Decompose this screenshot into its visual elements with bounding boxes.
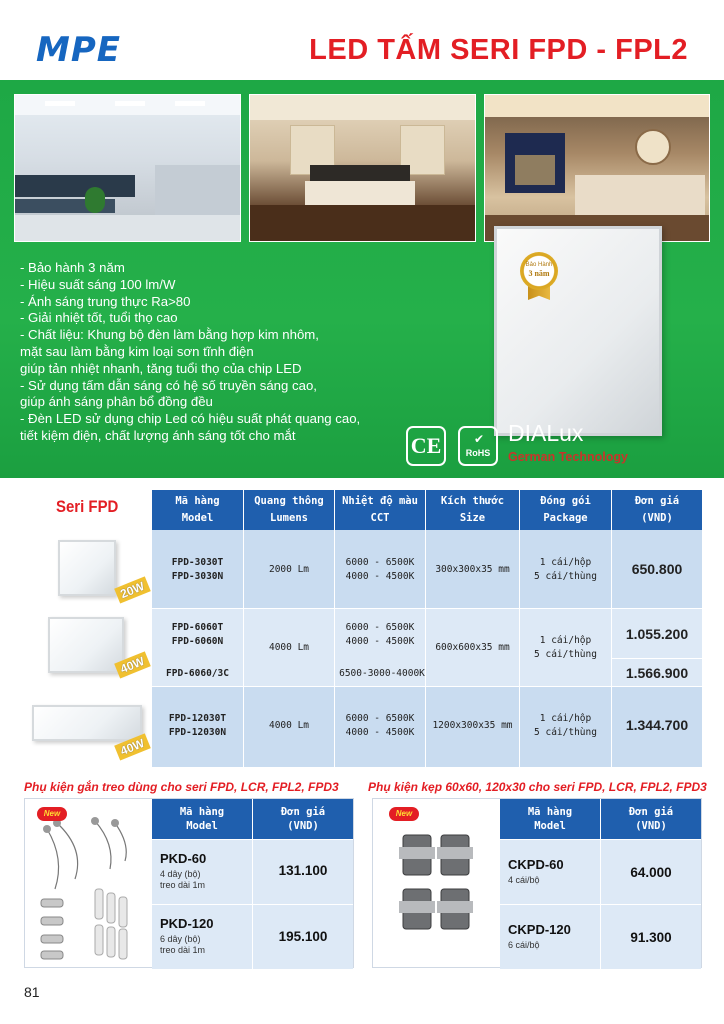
acc-model: PKD-60 <box>160 851 207 866</box>
lumens-cell: 4000 Lm <box>268 642 310 653</box>
acc-price: 131.100 <box>278 863 328 878</box>
price-cell: 1.055.200 <box>625 626 689 642</box>
acc-header-model: Mã hàng Model <box>500 799 600 839</box>
watt-badge: 20W <box>114 576 150 603</box>
feature-line: giúp ánh sáng phân bổ đồng đều <box>20 394 213 410</box>
cct-cell: 6000 - 6500K 4000 - 4500K <box>345 557 415 582</box>
accessory-clip-title: Phụ kiện kẹp 60x60, 120x30 cho seri FPD, LCR, FPL2, FPD3 <box>368 780 707 794</box>
page-title: LED TẤM SERI FPD - FPL2 <box>309 34 688 66</box>
acc-header-price: Đơn giá (VND) <box>601 799 701 839</box>
cct-cell: 6500-3000-4000K <box>339 668 425 679</box>
acc-price: 195.100 <box>278 929 328 944</box>
dialux-logo: DIALux <box>508 420 584 446</box>
office-photo <box>14 94 241 242</box>
medal-label: Bảo Hành <box>525 262 553 268</box>
acc-price: 91.300 <box>630 930 672 945</box>
header-lumens: Quang thông Lumens <box>244 490 334 530</box>
page-number: 81 <box>24 984 40 1000</box>
size-cell: 1200x300x35 mm <box>432 720 513 731</box>
watt-badge: 40W <box>114 733 150 760</box>
accessory-hanging-title: Phụ kiện gắn treo dùng cho seri FPD, LCR, FPL2, FPD3 <box>24 780 339 794</box>
new-badge: New <box>389 807 419 821</box>
rohs-icon: ✔ RoHS <box>458 426 498 466</box>
header-cct: Nhiệt độ màu CCT <box>335 490 425 530</box>
feature-line: - Đèn LED sử dụng chip Led có hiệu suất phát quang cao, <box>20 411 361 427</box>
feature-banner <box>0 80 724 478</box>
hanging-kit-image <box>25 799 152 967</box>
price-cell: 650.800 <box>631 561 683 577</box>
feature-line: tiết kiệm điện, chất lượng ánh sáng tốt cho mắt <box>20 427 296 443</box>
acc-desc: 4 dây (bộ) treo dài 1m <box>160 869 206 890</box>
clip-kit-image <box>373 799 500 967</box>
lumens-cell: 4000 Lm <box>268 720 310 731</box>
acc-price: 64.000 <box>630 865 672 880</box>
lumens-cell: 2000 Lm <box>268 564 310 575</box>
feature-line: - Sử dụng tấm dẫn sáng có hệ số truyền sáng cao, <box>20 377 317 393</box>
acc-model: CKPD-120 <box>508 922 571 937</box>
feature-line: - Hiệu suất sáng 100 lm/W <box>20 276 176 292</box>
mpe-logo: MPE <box>36 30 121 70</box>
price-cell: 1.566.900 <box>625 665 689 681</box>
kitchen-photo <box>249 94 476 242</box>
header-price: Đơn giá (VND) <box>612 490 702 530</box>
acc-desc: 6 dây (bộ) treo dài 1m <box>160 934 206 955</box>
acc-model: PKD-120 <box>160 916 214 931</box>
seri-label: Seri FPD <box>56 497 119 516</box>
accessory-hanging-box <box>24 798 354 968</box>
ce-mark-icon: CE <box>406 426 446 466</box>
product-thumb-40w-rect <box>24 687 152 767</box>
cct-cell: 6000 - 6500K 4000 - 4500K <box>345 622 415 647</box>
model-cell: FPD-6060/3C <box>166 668 229 679</box>
acc-header-model: Mã hàng Model <box>152 799 252 839</box>
feature-line: - Bảo hành 3 năm <box>20 260 125 275</box>
accessory-clip-box <box>372 798 702 968</box>
product-thumb-40w <box>24 609 152 686</box>
rohs-label: RoHS <box>465 448 491 458</box>
product-thumb-20w <box>24 530 152 608</box>
acc-model: CKPD-60 <box>508 857 564 872</box>
header-size: Kích thước Size <box>426 490 519 530</box>
header-model: Mã hàng Model <box>152 490 243 530</box>
package-cell: 1 cái/hộp 5 cái/thùng <box>534 713 597 738</box>
model-cell: FPD-12030T FPD-12030N <box>168 713 227 738</box>
feature-line: - Ánh sáng trung thực Ra>80 <box>20 293 191 309</box>
page-header <box>0 0 724 80</box>
acc-desc: 6 cái/bộ <box>508 940 540 950</box>
price-cell: 1.344.700 <box>625 717 689 733</box>
german-technology-label: German Technology <box>508 450 628 464</box>
model-cell: FPD-6060T FPD-6060N <box>171 622 224 647</box>
feature-line: giúp tản nhiệt nhanh, tăng tuổi thọ của chip LED <box>20 360 302 376</box>
acc-desc: 4 cái/bộ <box>508 875 540 885</box>
new-badge: New <box>37 807 67 821</box>
feature-line: - Chất liệu: Khung bộ đèn làm bằng hợp kim nhôm, <box>20 327 319 343</box>
size-cell: 600x600x35 mm <box>435 642 510 653</box>
feature-line: mặt sau làm bằng kim loại sơn tĩnh điện <box>20 343 254 359</box>
package-cell: 1 cái/hộp 5 cái/thùng <box>534 635 597 660</box>
feature-line: - Giải nhiệt tốt, tuổi thọ cao <box>20 310 178 326</box>
bedroom-photo <box>484 94 710 242</box>
acc-header-price: Đơn giá (VND) <box>253 799 353 839</box>
header-package: Đóng gói Package <box>520 490 611 530</box>
feature-list <box>20 260 400 445</box>
watt-badge: 40W <box>114 651 150 678</box>
medal-years: 3 năm <box>528 269 550 278</box>
warranty-medal-icon <box>520 252 558 302</box>
cct-cell: 6000 - 6500K 4000 - 4500K <box>345 713 415 738</box>
size-cell: 300x300x35 mm <box>435 564 510 575</box>
model-cell: FPD-3030T FPD-3030N <box>171 557 224 582</box>
package-cell: 1 cái/hộp 5 cái/thùng <box>534 557 597 582</box>
